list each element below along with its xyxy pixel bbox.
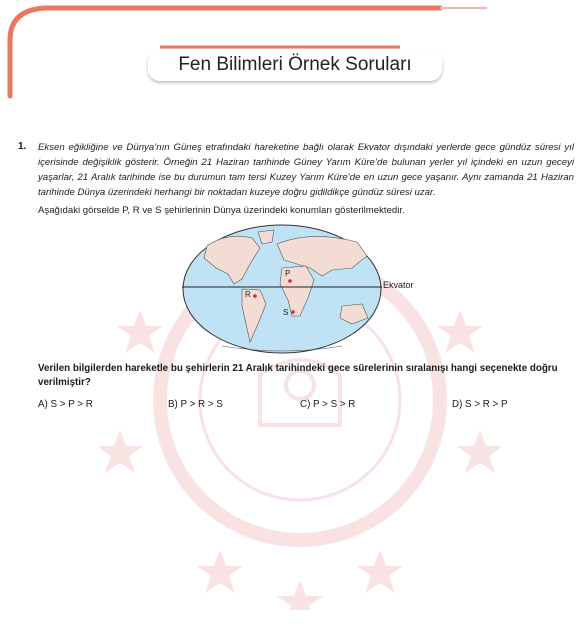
question-number: 1. <box>18 141 27 152</box>
option-a[interactable]: A) S > P > R <box>38 399 93 410</box>
city-s-marker <box>291 310 295 314</box>
question-intro: Aşağıdaki görselde P, R ve S şehirlerinin Dünya üzerindeki konumları gösterilmektedir. <box>38 205 405 216</box>
city-r-marker <box>253 294 257 298</box>
page-title-box <box>148 49 442 81</box>
option-c[interactable]: C) P > S > R <box>300 399 356 410</box>
page-title: Fen Bilimleri Örnek Soruları <box>178 54 412 75</box>
option-b[interactable]: B) P > R > S <box>168 399 223 410</box>
option-d[interactable]: D) S > R > P <box>452 399 508 410</box>
city-s-label: S <box>283 308 289 317</box>
city-p-marker <box>288 279 292 283</box>
world-map <box>182 224 382 354</box>
city-p-label: P <box>285 269 291 278</box>
city-r-label: R <box>245 290 251 299</box>
equator-label: Ekvator <box>383 280 414 290</box>
question-prompt: Verilen bilgilerden hareketle bu şehirlerin 21 Aralık tarihindeki gece sürelerinin sıralanışı hangi seçenekte doğru verilmiştir? <box>38 363 558 388</box>
question-paragraph: Eksen eğikliğine ve Dünya’nın Güneş etrafındaki hareketine bağlı olarak Ekvator dışındaki yerlerde gece gündüz süresi yıl içerisinde değişiklik gösterir. Örneğin 21 Haziran tarihinde Güney Yarım Küre’de bulunan yerler yıl içindeki en uzun geceyi yaşarlar, 21 Aralık tarihinde ise bu durumun tam tersi Kuzey Yarım Küre’de en uzun gece yaşanır. Aynı zamanda 21 Haziran tarihinde Dünya üzerindeki herhangi bir noktadan kuzeye doğru gidildikçe gündüz süresi uzar. <box>38 142 574 198</box>
